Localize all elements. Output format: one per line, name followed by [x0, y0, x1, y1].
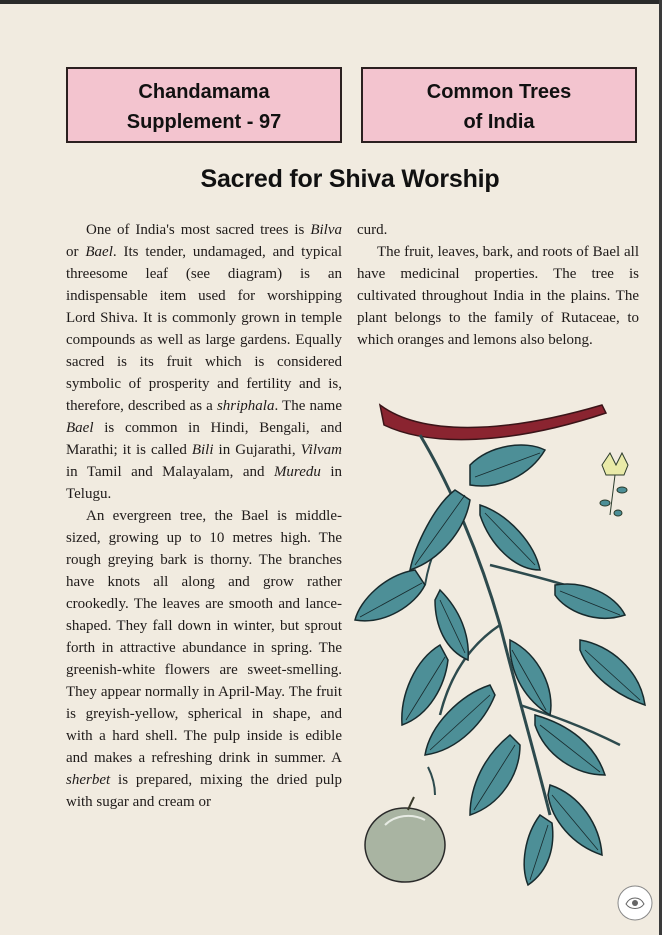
leaf: [524, 815, 553, 885]
page-edge: [0, 0, 662, 4]
flower-icon: [600, 453, 628, 516]
bael-branch-illustration: [340, 395, 662, 895]
publisher-logo-icon: [616, 884, 654, 922]
paragraph-medicinal: The fruit, leaves, bark, and roots of Bael all have medicinal properties. The tree is cultivated throughout India in the plains. The plant belongs to the family of Rutaceae, to which oranges and lemons also belong.: [357, 244, 639, 348]
paragraph-intro: One of India's most sacred trees is Bilva or Bael. Its tender, undamaged, and typical threesome leaf (see diagram) is an indispensable item used for worshipping Lord Shiva. It is commonly grown in temple compounds as well as large gardens. Equally sacred is its fruit which is considered symbolic of prosperity and fertility and is, therefore, described as a shriphala. The name Bael is common in Hindi, Bengali, and Marathi; it is called Bili in Gujarathi, Vilvam in Tamil and Malayalam, and Muredu in Telugu.: [66, 222, 342, 502]
leaf: [470, 445, 545, 486]
article-title: Sacred for Shiva Worship: [200, 165, 500, 193]
branch: [380, 405, 606, 440]
leaf: [355, 570, 425, 621]
stem: [428, 767, 435, 795]
paragraph-description: An evergreen tree, the Bael is middle-sized, growing up to 10 metres high. The rough greying bark is thorny. The branches have knots all along and grow rather crookedly. The leaves are smooth and lance-shaped. They fall down in winter, but sprout forth in attractive abundance in spring. The greenish-white flowers are sweet-smelling. They appear normally in April-May. The fruit is greyish-yellow, spherical in shape, and with a hard shell. The pulp inside is edible and makes a refreshing drink in summer. A sherbet is prepared, mixing the dried pulp with sugar and cream or: [66, 508, 342, 810]
series-name: Chandamama: [138, 81, 270, 103]
right-column: [357, 219, 639, 351]
topic-line-1: Common Trees: [426, 81, 572, 103]
leaf: [510, 640, 551, 715]
supplement-number: Supplement - 97: [126, 111, 282, 133]
left-column: [66, 219, 342, 813]
leaf: [480, 505, 540, 570]
topic-line-2: of India: [463, 111, 535, 133]
paragraph-continuation: curd.: [357, 222, 388, 238]
series-label-box: [66, 67, 342, 143]
topic-label-box: [361, 67, 637, 143]
leaf: [470, 735, 520, 815]
bael-fruit-icon: [365, 797, 445, 882]
